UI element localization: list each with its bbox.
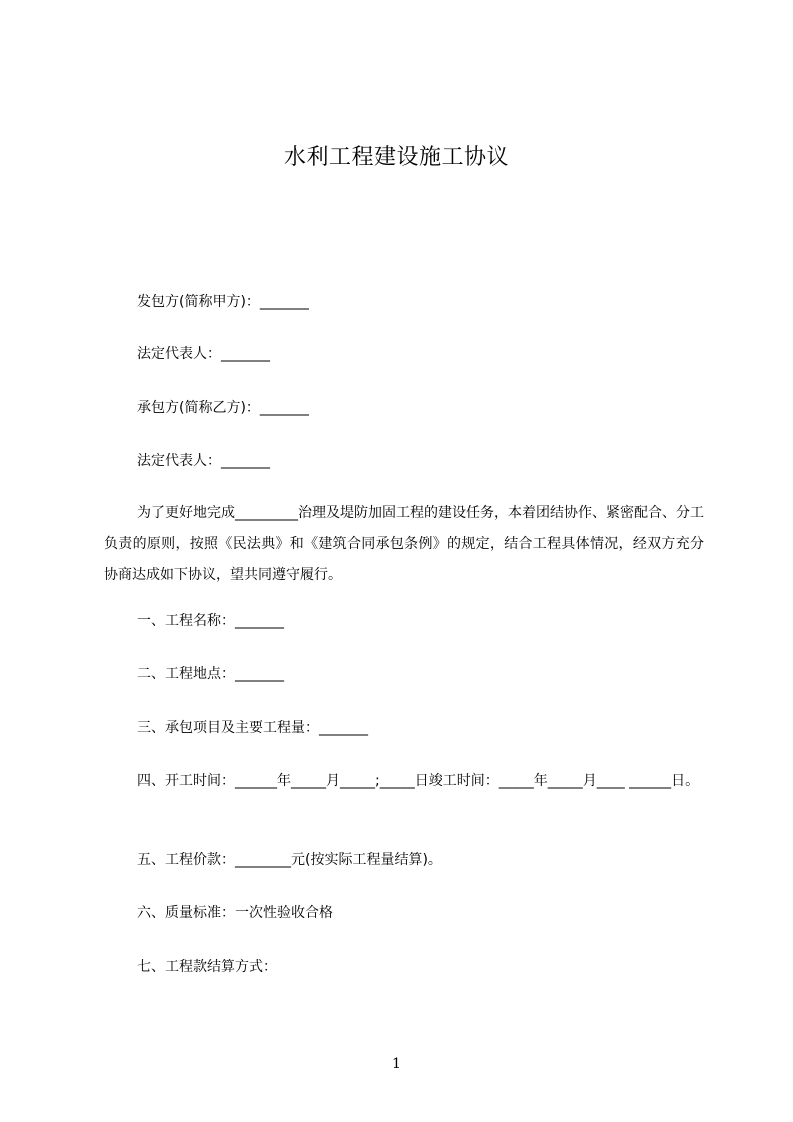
clause-project-name: 一、工程名称：_______ xyxy=(137,613,284,629)
clause-contract-scope: 三、承包项目及主要工程量：_______ xyxy=(137,720,368,736)
party-b-line: 承包方(简称乙方)：_______ xyxy=(137,400,309,416)
document-title: 水利工程建设施工协议 xyxy=(283,145,509,170)
clause-settlement-method: 七、工程款结算方式： xyxy=(137,959,277,975)
preamble-paragraph: 为了更好地完成_________治理及堤防加固工程的建设任务，本着团结协作、紧密配合、分工负责的原则，按照《民法典》和《建筑合同承包条例》的规定，结合工程具体情况，经双方充分协商达成如下协议，望共同遵守履行。 xyxy=(104,505,704,583)
party-a-line: 发包方(简称甲方)：_______ xyxy=(137,294,309,310)
clause-project-price: 五、工程价款：________元(按实际工程量结算)。 xyxy=(137,852,442,868)
clause-construction-period: 四、开工时间：______年_____月_____;_____日竣工时间：_____年_____月____ ______日。 xyxy=(137,773,700,789)
party-a-representative-line: 法定代表人：_______ xyxy=(137,346,270,362)
party-b-representative-line: 法定代表人：_______ xyxy=(137,453,270,469)
clause-quality-standard: 六、质量标准：一次性验收合格 xyxy=(137,905,333,921)
page-number: 1 xyxy=(392,1056,401,1072)
clause-project-location: 二、工程地点：_______ xyxy=(137,666,284,682)
